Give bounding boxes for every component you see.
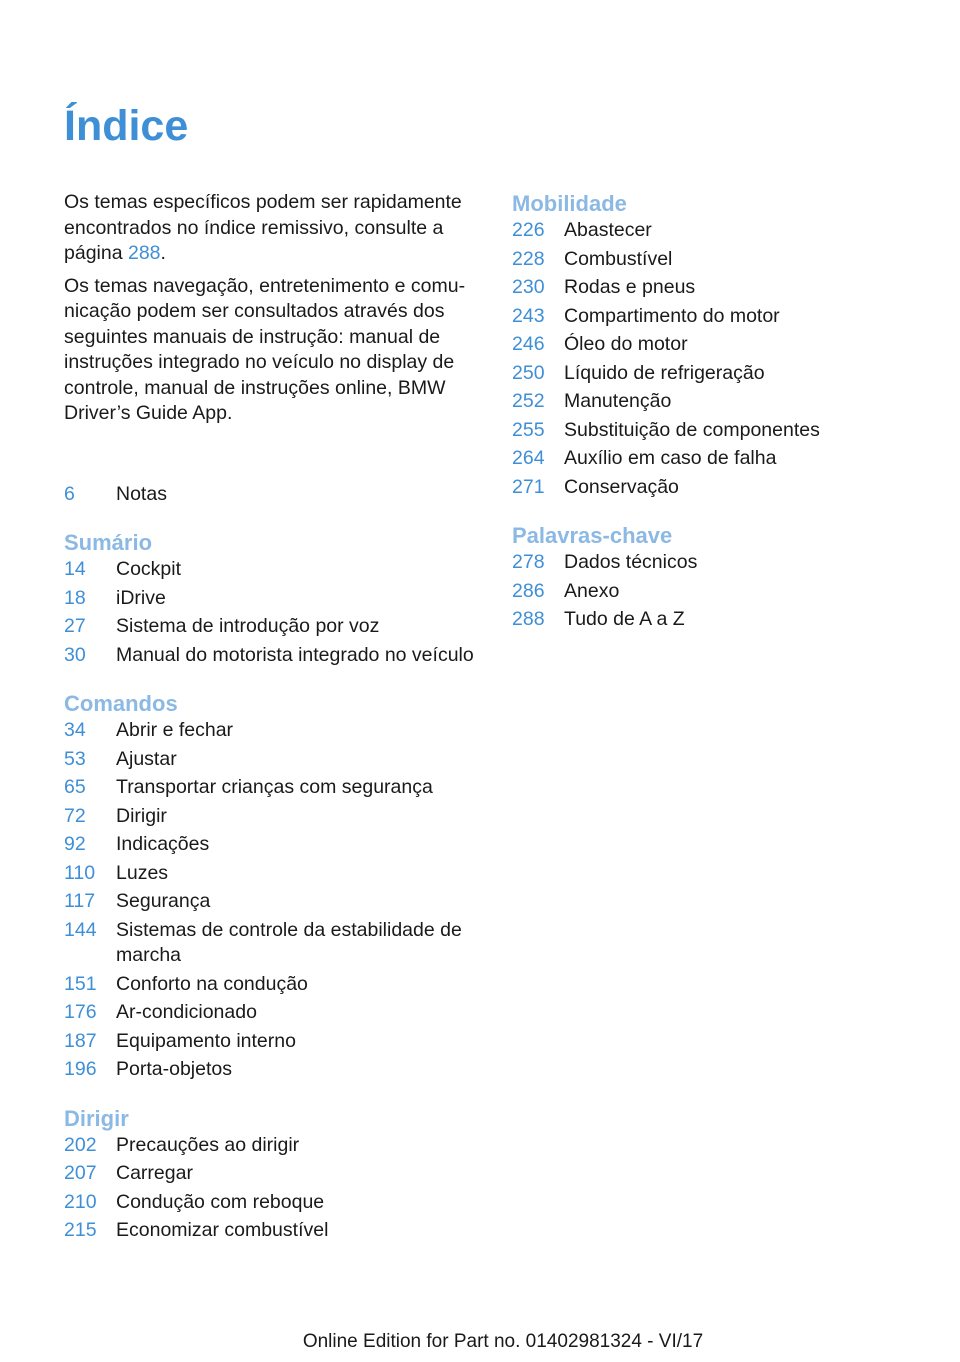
toc-entry[interactable] (512, 275, 924, 301)
toc-label: Equipamento interno (116, 1029, 296, 1052)
toc-label: Tudo de A a Z (564, 608, 685, 630)
toc-page-number: 207 (64, 1162, 97, 1184)
toc-label: Dirigir (116, 804, 167, 827)
toc-entry[interactable] (64, 614, 476, 640)
toc-entry[interactable] (64, 1190, 476, 1216)
section-heading: Mobilidade (512, 191, 627, 216)
toc-entry[interactable] (512, 304, 924, 330)
toc-label: Sistema de introdução por voz (116, 615, 380, 637)
toc-page-number: 34 (64, 719, 86, 741)
toc-entry[interactable] (512, 607, 924, 633)
toc-page-number: 65 (64, 776, 86, 798)
toc-label: Carregar (116, 1162, 193, 1184)
toc-page-number: 6 (64, 482, 75, 505)
toc-label: Condução com reboque (116, 1190, 325, 1213)
toc-entry[interactable] (64, 1029, 476, 1055)
toc-entry[interactable] (64, 1218, 476, 1244)
toc-page-number: 144 (64, 918, 97, 941)
section-heading: Palavras-chave (512, 523, 673, 548)
toc-entry[interactable] (64, 1057, 476, 1083)
toc-page-number: 27 (64, 615, 86, 637)
toc-entry[interactable] (512, 550, 924, 576)
toc-page-number: 271 (512, 475, 545, 498)
toc-label: Cockpit (116, 558, 182, 580)
toc-page-number: 210 (64, 1190, 97, 1213)
toc-label: Rodas e pneus (564, 276, 696, 298)
toc-page-number: 246 (512, 333, 545, 355)
toc-entry[interactable] (512, 218, 924, 244)
toc-label: Precauções ao dirigir (116, 1133, 300, 1156)
toc-page-number: 264 (512, 447, 545, 469)
toc-label: Ajustar (116, 747, 177, 770)
toc-page-number: 215 (64, 1219, 97, 1241)
toc-entry[interactable] (64, 861, 476, 887)
toc-label: Líquido de refrigeração (564, 361, 765, 384)
toc-label: Luzes (116, 861, 169, 884)
toc-label: Compartimento do motor (564, 304, 780, 327)
toc-entry[interactable] (64, 643, 476, 669)
toc-label: Óleo do motor (564, 333, 688, 355)
toc-page-number: 228 (512, 247, 545, 270)
toc-entry[interactable] (64, 832, 476, 858)
page-288-link[interactable]: 288 (127, 242, 161, 264)
toc-page-number: 72 (64, 804, 86, 827)
toc-entry[interactable] (64, 804, 476, 830)
toc-entry[interactable] (64, 1161, 476, 1187)
toc-entry[interactable] (64, 889, 476, 915)
toc-entry[interactable] (512, 418, 924, 444)
toc-page-number: 110 (64, 861, 96, 884)
right-sections (512, 190, 924, 633)
toc-page-number: 252 (512, 390, 545, 412)
toc-section (512, 190, 924, 500)
toc-label: Economizar combustível (116, 1219, 329, 1241)
toc-label: Segurança (116, 890, 211, 912)
toc-entry[interactable] (64, 557, 476, 583)
toc-entry[interactable] (64, 718, 476, 744)
toc-label: Conforto na condução (116, 972, 308, 995)
toc-page-number: 288 (512, 608, 545, 630)
toc-label: Abastecer (564, 219, 652, 241)
toc-section (64, 1105, 476, 1244)
toc-label: iDrive (116, 586, 166, 609)
toc-label: Auxílio em caso de falha (564, 447, 777, 469)
toc-page-number: 53 (64, 747, 86, 770)
intro-text (64, 190, 476, 427)
toc-page-number: 117 (64, 890, 96, 912)
left-column (64, 190, 476, 1247)
toc-section (64, 529, 476, 668)
toc-page-number: 250 (512, 361, 545, 384)
toc-page-number: 176 (64, 1001, 97, 1023)
toc-entry[interactable] (512, 389, 924, 415)
toc-label: Manual do motorista integrado no veículo (116, 643, 474, 666)
toc-label: Manutenção (564, 390, 672, 412)
intro-paragraph-1 (64, 190, 476, 267)
footer-edition: Online Edition for Part no. 01402981324 - VI/17 (302, 1331, 704, 1352)
toc-page-number: 92 (64, 833, 86, 855)
intro-text-1: Os temas específicos podem ser rapidamente encontrados no índice remissivo, consulte a página (64, 191, 462, 264)
toc-entry[interactable] (64, 586, 476, 612)
toc-page-number: 286 (512, 579, 545, 602)
intro-text-1-end: . (160, 242, 166, 264)
left-sections (64, 529, 476, 1244)
toc-label: Dados técnicos (564, 551, 698, 573)
toc-page-number: 226 (512, 219, 545, 241)
toc-entry[interactable] (64, 918, 476, 969)
toc-page-number: 243 (512, 304, 545, 327)
toc-label: Indicações (116, 833, 210, 855)
toc-page-number: 151 (64, 972, 97, 995)
toc-label: Notas (116, 482, 167, 505)
toc-label: Substituição de componentes (564, 418, 820, 441)
section-heading: Dirigir (64, 1105, 129, 1131)
toc-page-number: 18 (64, 586, 86, 609)
page-title: Índice (64, 102, 189, 150)
toc-entry[interactable] (64, 1133, 476, 1159)
toc-page-number: 278 (512, 551, 545, 573)
toc-entry[interactable] (512, 475, 924, 501)
toc-entry[interactable] (64, 747, 476, 773)
toc-label: Conservação (564, 475, 679, 498)
toc-label: Transportar crianças com segurança (116, 776, 433, 798)
toc-entry[interactable] (512, 446, 924, 472)
toc-label: Sistemas de controle da estabilidade de marcha (116, 918, 462, 966)
toc-entry[interactable] (512, 247, 924, 273)
toc-label: Abrir e fechar (116, 719, 234, 741)
intro-paragraph-2: Os temas navegação, entretenimento e comunicação podem ser consultados através dos seguintes manuais de instrução: manual de instruções integrado no veículo no display de controle, manual de instruções online, BMW Driver’s Guide App. (64, 274, 466, 424)
section-heading: Sumário (64, 530, 153, 555)
toc-page-number: 196 (64, 1058, 97, 1080)
toc-page-number: 202 (64, 1133, 97, 1156)
toc-label: Combustível (564, 247, 673, 270)
section-heading: Comandos (64, 691, 178, 716)
toc-entry[interactable] (64, 775, 476, 801)
toc-entry[interactable] (512, 579, 924, 605)
right-column (512, 190, 924, 636)
toc-entry-notas[interactable] (64, 482, 476, 508)
toc-page-number: 187 (64, 1029, 97, 1052)
toc-page-number: 14 (64, 558, 86, 580)
toc-entry[interactable] (512, 332, 924, 358)
toc-section (512, 522, 924, 633)
toc-entry[interactable] (64, 972, 476, 998)
toc-entry[interactable] (512, 361, 924, 387)
toc-label: Porta-objetos (116, 1058, 232, 1080)
toc-label: Anexo (564, 579, 620, 602)
toc-entry[interactable] (64, 1000, 476, 1026)
toc-label: Ar-condicionado (116, 1001, 257, 1023)
toc-section (64, 690, 476, 1083)
toc-page-number: 30 (64, 643, 86, 666)
toc-page-number: 255 (512, 418, 545, 441)
toc-page-number: 230 (512, 276, 545, 298)
